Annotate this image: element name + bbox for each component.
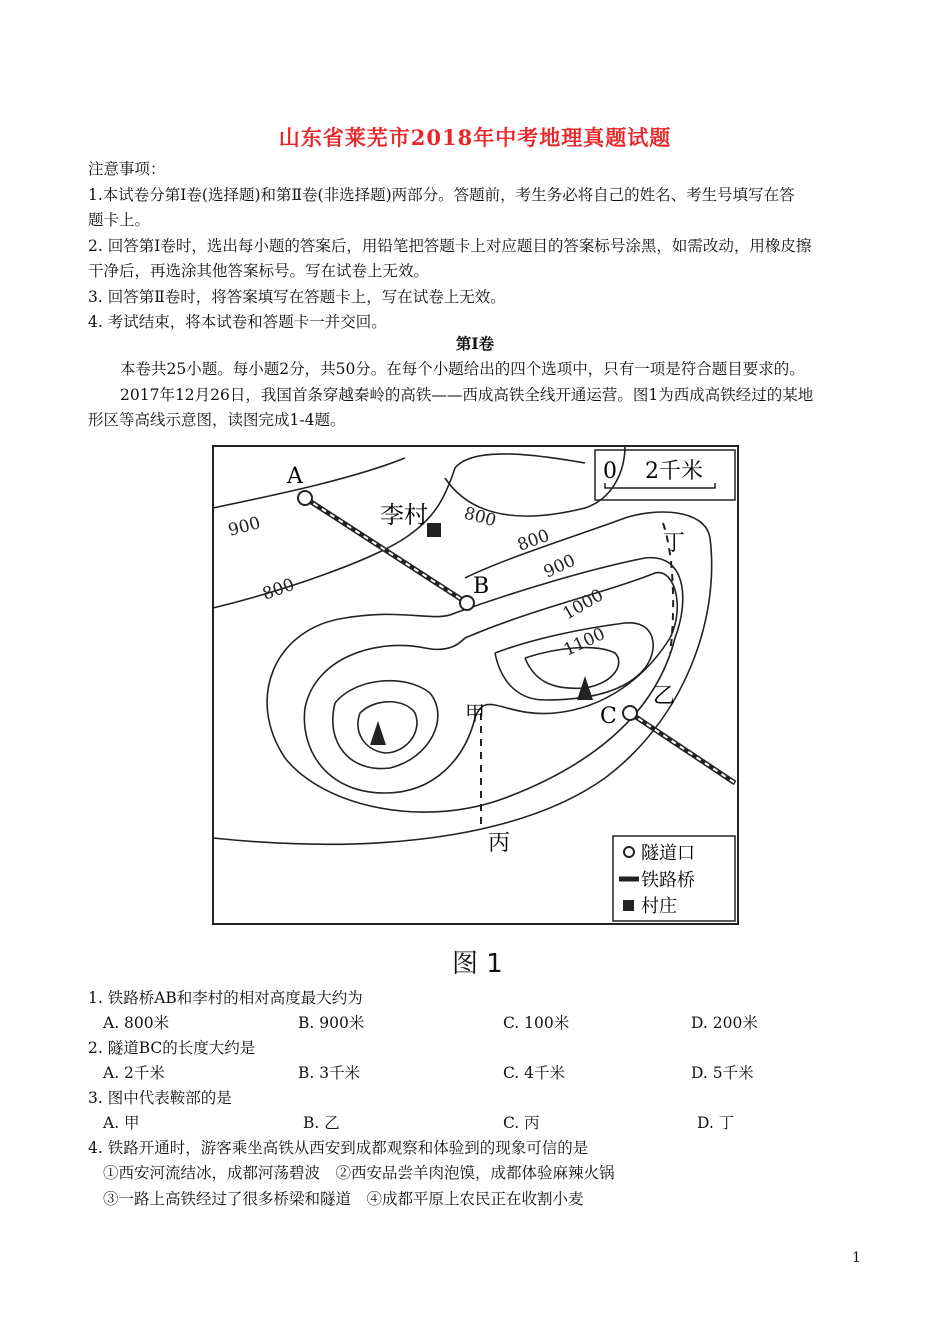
- intro-line: 形区等高线示意图，读图完成1-4题。: [88, 411, 346, 429]
- intro-line: 2017年12月26日，我国首条穿越秦岭的高铁——西成高铁全线开通运营。图1为西成高铁经过的某地: [120, 386, 814, 404]
- label-ding: 丁: [663, 531, 686, 556]
- legend-tunnel-icon: [624, 847, 634, 857]
- question-option: A. 甲: [103, 1114, 140, 1132]
- question-option: C. 4千米: [503, 1064, 566, 1082]
- note-line: 4. 考试结束，将本试卷和答题卡一并交回。: [88, 313, 387, 331]
- note-line: 题卡上。: [88, 211, 151, 229]
- question-option: D. 200米: [691, 1014, 758, 1032]
- contour-label: 1000: [559, 585, 607, 625]
- question-option: A. 800米: [103, 1014, 170, 1032]
- document-title: 山东省莱芜市2018年中考地理真题试题: [278, 125, 672, 150]
- peak-icon: [370, 721, 386, 745]
- note-line: 3. 回答第Ⅱ卷时，将答案填写在答题卡上，写在试卷上无效。: [88, 288, 506, 306]
- point-label-a: A: [287, 464, 303, 489]
- tunnel-entrance-c: [623, 706, 637, 720]
- section-title: 第Ⅰ卷: [455, 334, 495, 353]
- question-option: B. 乙: [303, 1114, 340, 1132]
- contour-line: [333, 681, 438, 769]
- question-option: B. 900米: [298, 1014, 365, 1032]
- notes-heading: 注意事项：: [88, 160, 166, 178]
- scale-zero: 0: [603, 459, 617, 484]
- point-label-b: B: [473, 574, 490, 599]
- question-item: ①西安河流结冰，成都河荡碧波 ②西安品尝羊肉泡馍，成都体验麻辣火锅: [103, 1164, 615, 1182]
- legend-village-label: 村庄: [641, 896, 677, 917]
- question-item: ③一路上高铁经过了很多桥梁和隧道 ④成都平原上农民正在收割小麦: [103, 1190, 584, 1208]
- contour-label: 800: [461, 503, 499, 532]
- tunnel-entrance-b: [460, 596, 474, 610]
- scale-label: 2千米: [645, 459, 703, 484]
- question-stem: 2. 隧道BC的长度大约是: [88, 1039, 256, 1057]
- contour-label: 1100: [560, 624, 609, 661]
- question-option: A. 2千米: [103, 1064, 165, 1082]
- figure-caption: 图 1: [452, 949, 503, 979]
- intro-line: 本卷共25小题。每小题2分，共50分。在每个小题给出的四个选项中，只有一项是符合题目要求的。: [120, 360, 805, 378]
- contour-label: 800: [514, 525, 553, 556]
- contour-line: [358, 702, 417, 753]
- page-number: 1: [852, 1250, 861, 1266]
- contour-label: 900: [226, 513, 263, 541]
- contour-map-figure: [205, 438, 745, 928]
- contour-label: 800: [259, 574, 298, 605]
- question-option: C. 丙: [503, 1114, 540, 1132]
- village-label: 李村: [380, 501, 428, 529]
- contour-label: 900: [540, 550, 579, 583]
- tunnel-entrance-a: [298, 491, 312, 505]
- label-bing: 丙: [488, 831, 511, 856]
- village-icon: [427, 523, 441, 537]
- note-line: 2. 回答第Ⅰ卷时，选出每小题的答案后，用铅笔把答题卡上对应题目的答案标号涂黑，如需改动，用橡皮擦: [88, 237, 812, 255]
- question-option: D. 5千米: [691, 1064, 754, 1082]
- question-stem: 4. 铁路开通时，游客乘坐高铁从西安到成都观察和体验到的现象可信的是: [88, 1139, 589, 1157]
- question-option: C. 100米: [503, 1014, 570, 1032]
- contour-line: [304, 573, 677, 793]
- legend-village-icon: [623, 900, 634, 911]
- question-option: D. 丁: [697, 1114, 735, 1132]
- legend-tunnel-label: 隧道口: [641, 843, 695, 864]
- note-line: 1.本试卷分第Ⅰ卷(选择题)和第Ⅱ卷(非选择题)两部分。答题前，考生务必将自己的姓名、考生号填写在答: [88, 186, 795, 204]
- question-stem: 1. 铁路桥AB和李村的相对高度最大约为: [88, 989, 363, 1007]
- label-jia: 甲: [465, 701, 485, 725]
- point-label-c: C: [600, 704, 617, 729]
- label-yi: 乙: [653, 684, 676, 709]
- note-line: 干净后，再选涂其他答案标号。写在试卷上无效。: [88, 262, 430, 280]
- question-option: B. 3千米: [298, 1064, 361, 1082]
- legend-bridge-label: 铁路桥: [641, 870, 695, 891]
- question-stem: 3. 图中代表鞍部的是: [88, 1089, 232, 1107]
